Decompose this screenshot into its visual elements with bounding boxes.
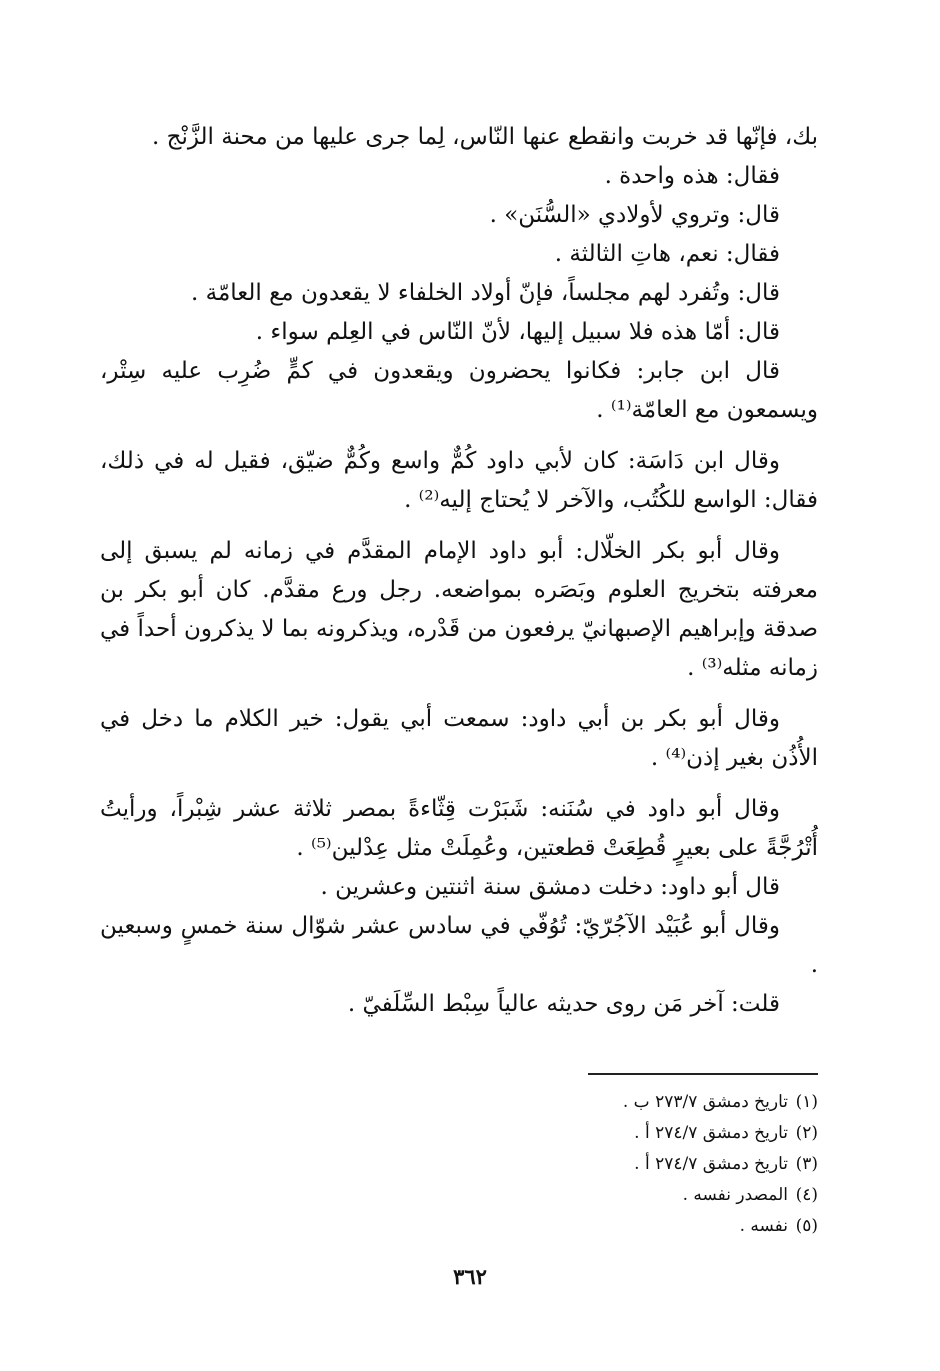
- footnotes: [118, 1073, 818, 1242]
- paragraph-dialogue-5: قال: أمّا هذه فلا سبيل إليها، لأنّ النّاس في العِلم سواء .: [255, 319, 780, 345]
- paragraph-sunan: وقال أبو داود في سُنَنه: شَبَرْت قِثّاءةً بمصر ثلاثة عشر شِبْراً، ورأيتُ أُتْرُجَّةً على بعيرٍ قُطِعَتْ قطعتين، وعُمِلَتْ مثل عِدْلين⁽⁵⁾ .: [100, 796, 818, 861]
- paragraph-continuation: بك، فإنّها قد خربت وانقطع عنها النّاس، لِما جرى عليها من محنة الزَّنْج .: [151, 124, 818, 150]
- footnote-item: [118, 1087, 818, 1118]
- page-number: ٣٦٢: [453, 1264, 487, 1289]
- footnote-number: (٢): [795, 1123, 818, 1143]
- paragraph-al-khallal: وقال أبو بكر الخلّال: أبو داود الإمام المقدَّم في زمانه لم يسبق إلى معرفته بتخريج العلوم وبَصَره بمواضعه. رجل ورع مقدَّم. كان أبو بكر بن صدقة وإبراهيم الإصبهانيّ يرفعون من قَدْره، ويذكرونه بما لا يذكرون أحداً في زمانه مثله⁽³⁾ .: [100, 538, 818, 681]
- paragraph-ibn-abi-dawud: وقال أبو بكر بن أبي داود: سمعت أبي يقول: خير الكلام ما دخل في الأُذُن بغير إذن⁽⁴⁾ .: [100, 706, 818, 771]
- footnote-item: [118, 1118, 818, 1149]
- paragraph-ibn-jabir: قال ابن جابر: فكانوا يحضرون ويقعدون في كمٍّ ضُرِب عليه سِتْر، ويسمعون مع العامّة⁽¹⁾ .: [100, 358, 818, 423]
- footnote-text: نفسه .: [739, 1216, 788, 1236]
- paragraph-dialogue-2: قال: وتروي لأولادي «السُّنَن» .: [489, 202, 780, 228]
- footnote-text: تاريخ دمشق ٢٧٤/٧ أ .: [634, 1154, 788, 1174]
- paragraph-last-narrator: قلت: آخر مَن روى حديثه عالياً سِبْط السِّلَفيّ .: [347, 991, 780, 1017]
- footnote-text: تاريخ دمشق ٢٧٣/٧ ب .: [622, 1092, 788, 1112]
- footnote-number: (١): [795, 1092, 818, 1112]
- footnote-list: [118, 1087, 818, 1242]
- paragraph-dialogue-1: فقال: هذه واحدة .: [604, 163, 780, 189]
- footnote-divider: [588, 1073, 818, 1075]
- footnote-text: تاريخ دمشق ٢٧٤/٧ أ .: [634, 1123, 788, 1143]
- paragraph-dialogue-3: فقال: نعم، هاتِ الثالثة .: [554, 241, 780, 267]
- footnote-number: (٤): [795, 1185, 818, 1205]
- footnote-item: [118, 1149, 818, 1180]
- footnote-number: (٣): [795, 1154, 818, 1174]
- paragraph-dialogue-4: قال: وتُفرد لهم مجلساً، فإنّ أولاد الخلفاء لا يقعدون مع العامّة .: [190, 280, 780, 306]
- footnote-item: [118, 1211, 818, 1242]
- footnote-item: [118, 1180, 818, 1211]
- paragraph-death: وقال أبو عُبَيْد الآجُرّيّ: تُوُفّي في سادس عشر شوّال سنة خمسٍ وسبعين .: [100, 913, 818, 978]
- footnote-text: المصدر نفسه .: [682, 1185, 788, 1205]
- footnote-number: (٥): [795, 1216, 818, 1236]
- paragraph-damascus: قال أبو داود: دخلت دمشق سنة اثنتين وعشرين .: [320, 874, 780, 900]
- paragraph-ibn-dasa: وقال ابن دَاسَة: كان لأبي داود كُمٌّ واسع وكُمٌّ ضيّق، فقيل له في ذلك، فقال: الواسع للكُتُب، والآخر لا يُحتاج إليه⁽²⁾ .: [100, 448, 818, 513]
